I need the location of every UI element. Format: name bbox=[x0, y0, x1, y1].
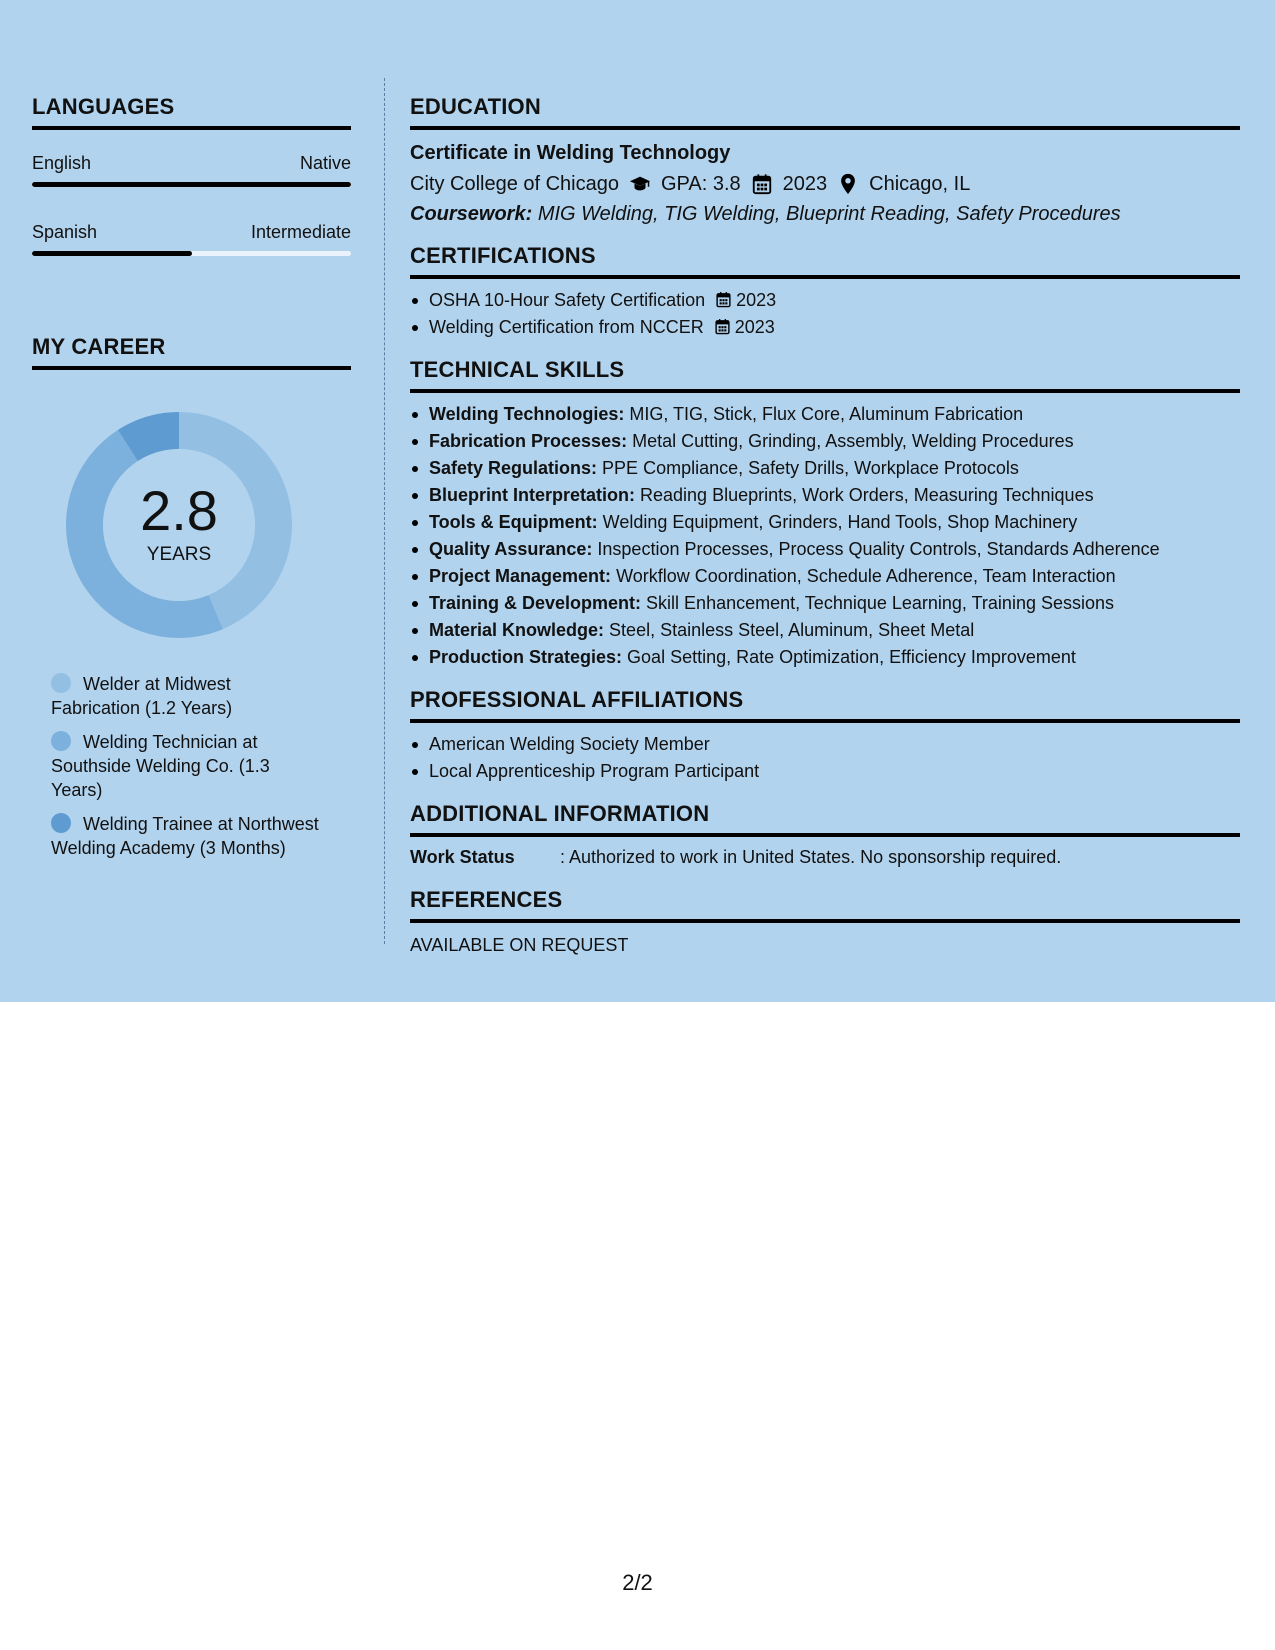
affiliation-item: Local Apprenticeship Program Participant bbox=[410, 758, 1240, 785]
coursework-text: MIG Welding, TIG Welding, Blueprint Reading, Safety Procedures bbox=[537, 203, 1121, 225]
language-proficiency-bar bbox=[32, 182, 351, 187]
work-status-label: Work Status bbox=[410, 847, 515, 867]
education-school: City College of Chicago bbox=[410, 173, 619, 195]
language-proficiency-fill bbox=[32, 251, 192, 256]
additional-info-heading: ADDITIONAL INFORMATION bbox=[410, 801, 1240, 837]
technical-skills-section bbox=[410, 357, 1240, 671]
column-divider bbox=[384, 78, 385, 944]
language-level: Native bbox=[299, 153, 351, 173]
skill-label: Safety Regulations: bbox=[429, 458, 598, 478]
certifications-section bbox=[410, 243, 1240, 341]
certification-year: 2023 bbox=[736, 290, 777, 310]
career-legend-item bbox=[51, 672, 321, 720]
skill-value: Goal Setting, Rate Optimization, Efficiency Improvement bbox=[627, 647, 1076, 667]
additional-info-section bbox=[410, 801, 1240, 869]
language-item-english bbox=[32, 152, 351, 187]
references-section bbox=[410, 887, 1240, 957]
donut-center-label bbox=[66, 412, 292, 638]
languages-heading: LANGUAGES bbox=[32, 94, 351, 130]
skill-item bbox=[410, 617, 1240, 644]
graduation-cap-icon bbox=[629, 173, 651, 195]
skill-label: Tools & Equipment: bbox=[429, 512, 598, 532]
legend-dot-icon bbox=[51, 731, 71, 751]
career-donut-chart bbox=[66, 412, 292, 638]
languages-section bbox=[32, 94, 351, 256]
skill-value: Skill Enhancement, Technique Learning, Training Sessions bbox=[646, 593, 1115, 613]
skill-item bbox=[410, 428, 1240, 455]
skills-list bbox=[410, 401, 1240, 671]
references-heading: REFERENCES bbox=[410, 887, 1240, 923]
work-status-value: : Authorized to work in United States. No sponsorship required. bbox=[560, 847, 1062, 867]
language-proficiency-bar bbox=[32, 251, 351, 256]
skill-item bbox=[410, 509, 1240, 536]
legend-label: Welder at Midwest Fabrication (1.2 Years) bbox=[51, 674, 233, 718]
skill-value: Welding Equipment, Grinders, Hand Tools, Shop Machinery bbox=[602, 512, 1078, 532]
affiliations-heading: PROFESSIONAL AFFILIATIONS bbox=[410, 687, 1240, 723]
education-degree: Certificate in Welding Technology bbox=[410, 142, 731, 164]
page-number: 2/2 bbox=[622, 1570, 653, 1595]
legend-label: Welding Trainee at Northwest Welding Academy (3 Months) bbox=[51, 814, 319, 858]
education-heading: EDUCATION bbox=[410, 94, 1240, 130]
skill-value: MIG, TIG, Stick, Flux Core, Aluminum Fabrication bbox=[629, 404, 1024, 424]
career-legend bbox=[32, 672, 351, 860]
skill-label: Material Knowledge: bbox=[429, 620, 605, 640]
certifications-list bbox=[410, 287, 1240, 341]
skill-label: Welding Technologies: bbox=[429, 404, 625, 424]
coursework-label: Coursework: bbox=[410, 203, 533, 225]
skill-item bbox=[410, 644, 1240, 671]
certification-name: Welding Certification from NCCER bbox=[429, 317, 704, 337]
calendar-icon bbox=[714, 318, 731, 335]
skill-item bbox=[410, 536, 1240, 563]
certification-item bbox=[410, 287, 1240, 314]
skill-value: Inspection Processes, Process Quality Controls, Standards Adherence bbox=[597, 539, 1160, 559]
career-section bbox=[32, 334, 351, 860]
skill-item bbox=[410, 455, 1240, 482]
certification-item bbox=[410, 314, 1240, 341]
skill-item bbox=[410, 401, 1240, 428]
career-legend-item bbox=[51, 812, 321, 860]
skill-value: Steel, Stainless Steel, Aluminum, Sheet Metal bbox=[609, 620, 975, 640]
skill-label: Training & Development: bbox=[429, 593, 642, 613]
skill-value: PPE Compliance, Safety Drills, Workplace Protocols bbox=[602, 458, 1019, 478]
legend-label: Welding Technician at Southside Welding Co. (1.3 Years) bbox=[51, 732, 270, 800]
skill-item bbox=[410, 482, 1240, 509]
education-year: 2023 bbox=[782, 173, 828, 195]
skill-label: Project Management: bbox=[429, 566, 612, 586]
skill-label: Fabrication Processes: bbox=[429, 431, 628, 451]
work-status-row bbox=[410, 845, 1240, 869]
technical-skills-heading: TECHNICAL SKILLS bbox=[410, 357, 1240, 393]
legend-dot-icon bbox=[51, 673, 71, 693]
skill-value: Reading Blueprints, Work Orders, Measuring Techniques bbox=[640, 485, 1094, 505]
career-total-value: 2.8 bbox=[140, 479, 218, 542]
skill-item bbox=[410, 563, 1240, 590]
skill-value: Metal Cutting, Grinding, Assembly, Welding Procedures bbox=[632, 431, 1074, 451]
language-name: Spanish bbox=[32, 222, 98, 242]
language-proficiency-fill bbox=[32, 182, 351, 187]
career-heading: MY CAREER bbox=[32, 334, 351, 370]
skill-item bbox=[410, 590, 1240, 617]
career-legend-item bbox=[51, 730, 321, 802]
education-location: Chicago, IL bbox=[869, 173, 971, 195]
skill-value: Workflow Coordination, Schedule Adherence, Team Interaction bbox=[616, 566, 1116, 586]
right-column bbox=[410, 94, 1240, 971]
left-column bbox=[32, 94, 351, 870]
affiliations-section bbox=[410, 687, 1240, 785]
skill-label: Quality Assurance: bbox=[429, 539, 593, 559]
location-pin-icon bbox=[837, 173, 859, 195]
skill-label: Production Strategies: bbox=[429, 647, 623, 667]
affiliations-list bbox=[410, 731, 1240, 785]
language-level: Intermediate bbox=[250, 222, 351, 242]
references-text: AVAILABLE ON REQUEST bbox=[410, 935, 629, 955]
affiliation-item: American Welding Society Member bbox=[410, 731, 1240, 758]
calendar-icon bbox=[751, 173, 773, 195]
language-item-spanish bbox=[32, 221, 351, 256]
legend-dot-icon bbox=[51, 813, 71, 833]
education-coursework bbox=[410, 201, 1240, 227]
calendar-icon bbox=[715, 291, 732, 308]
certification-year: 2023 bbox=[734, 317, 775, 337]
education-details bbox=[410, 171, 1240, 197]
education-gpa: GPA: 3.8 bbox=[661, 173, 741, 195]
career-total-unit: YEARS bbox=[146, 544, 212, 565]
certifications-heading: CERTIFICATIONS bbox=[410, 243, 1240, 279]
skill-label: Blueprint Interpretation: bbox=[429, 485, 635, 505]
language-name: English bbox=[32, 153, 92, 173]
certification-name: OSHA 10-Hour Safety Certification bbox=[429, 290, 706, 310]
education-section bbox=[410, 94, 1240, 227]
